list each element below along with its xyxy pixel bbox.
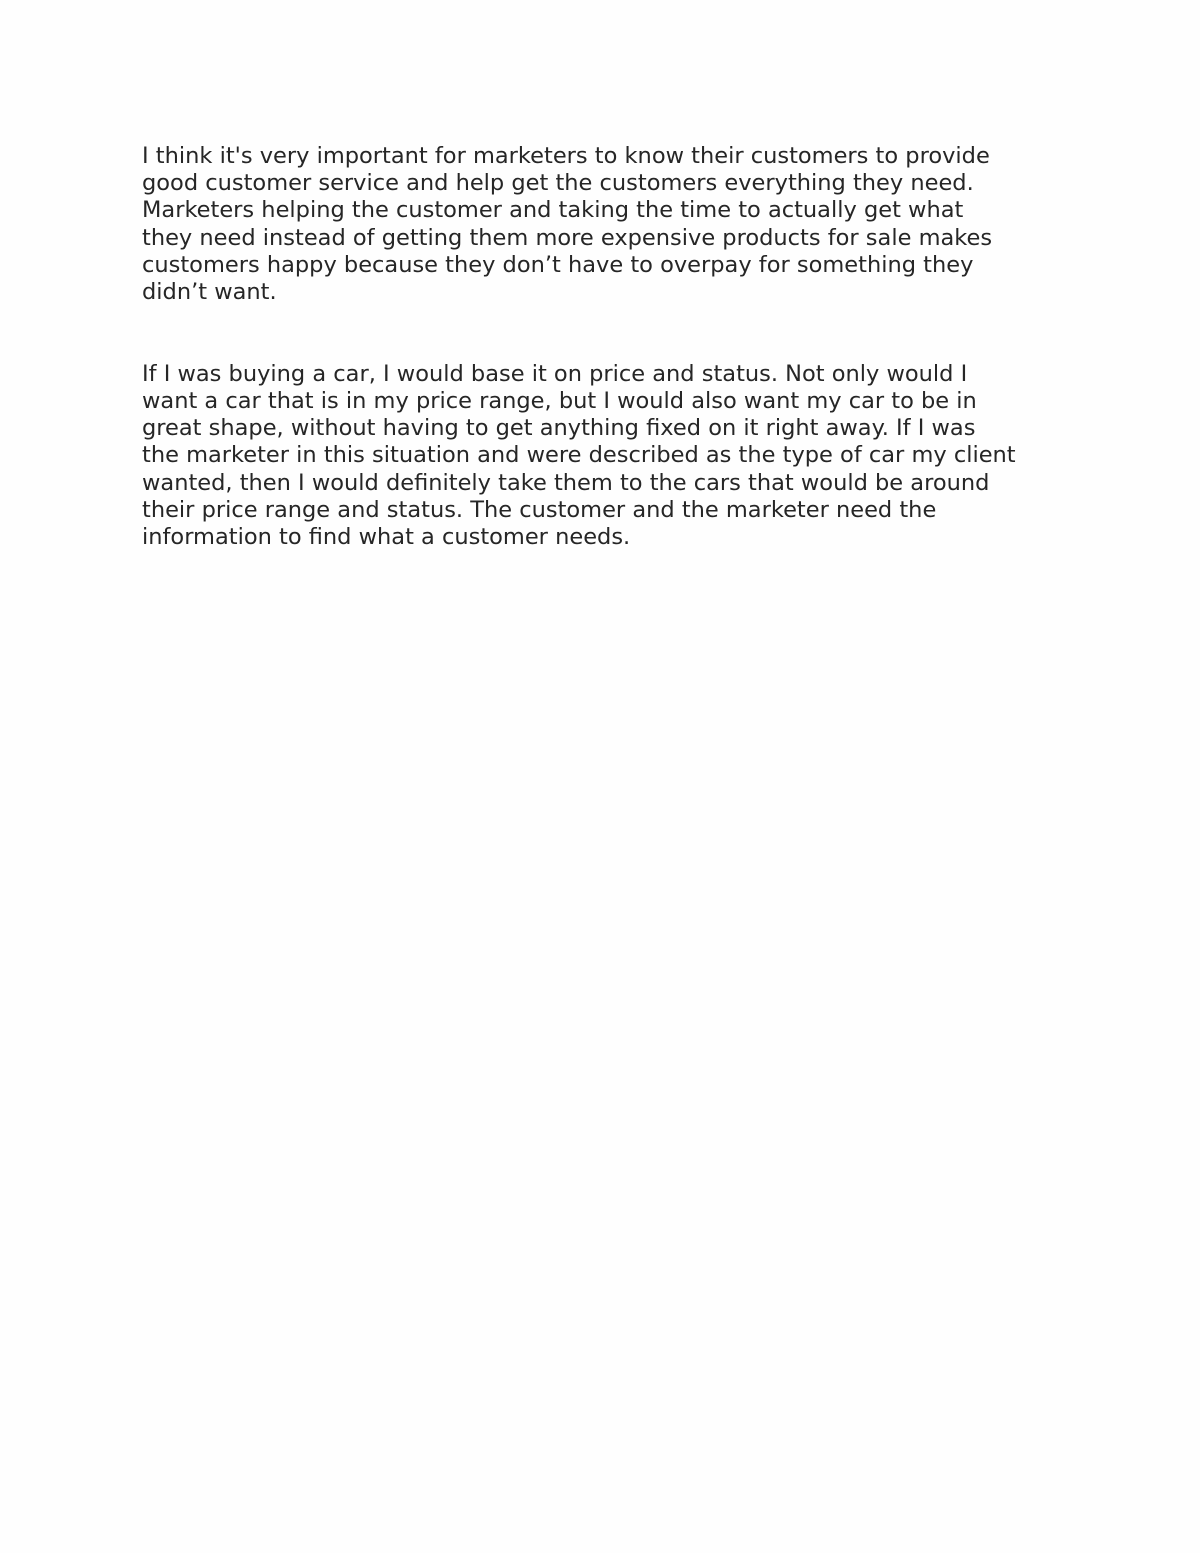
text-line: customers happy because they don’t have to overpay for something they (142, 251, 974, 278)
text-line: I think it's very important for marketers to know their customers to provide (142, 143, 990, 169)
text-line: their price range and status. The customer and the marketer need the (142, 496, 937, 523)
text-line: didn’t want. (142, 279, 277, 306)
text-line: great shape, without having to get anything fixed on it right away. If I was (142, 415, 976, 442)
text-line: good customer service and help get the customers everything they need. (142, 170, 974, 197)
text-line: they need instead of getting them more expensive products for sale makes (142, 224, 993, 251)
text-line: Marketers helping the customer and taking the time to actually get what (142, 197, 964, 224)
text-line: wanted, then I would definitely take them to the cars that would be around (142, 469, 990, 496)
paragraph-buying-car (142, 361, 1072, 551)
paragraph-customer-service (142, 143, 1072, 306)
text-line: information to find what a customer needs. (142, 523, 631, 550)
text-line: want a car that is in my price range, but I would also want my car to be in (142, 387, 977, 414)
text-line: If I was buying a car, I would base it on price and status. Not only would I (142, 360, 968, 387)
document-body (142, 143, 1072, 551)
text-line: the marketer in this situation and were described as the type of car my client (142, 442, 1016, 469)
